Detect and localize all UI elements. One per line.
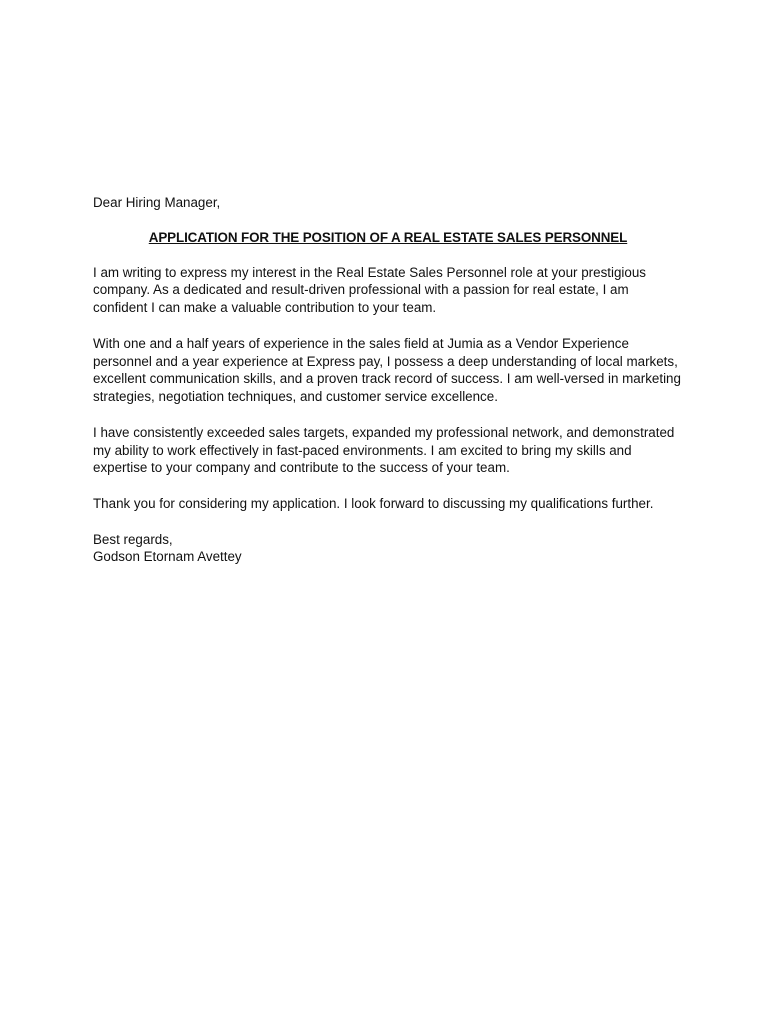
letter-body bbox=[93, 194, 683, 566]
closing: Best regards, bbox=[93, 531, 173, 547]
paragraph-experience: With one and a half years of experience in the sales field at Jumia as a Vendor Experience personnel and a year experience at Express pay, I possess a deep understanding of local markets, excellent communication skills, and a proven track record of success. I am well-versed in marketing strategies, negotiation techniques, and customer service excellence. bbox=[93, 335, 681, 405]
signature-name: Godson Etornam Avettey bbox=[93, 549, 242, 565]
paragraph-achievements: I have consistently exceeded sales targets, expanded my professional network, and demonstrated my ability to work effectively in fast-paced environments. I am excited to bring my skills and expertise to your company and contribute to the success of your team. bbox=[93, 424, 675, 476]
salutation: Dear Hiring Manager, bbox=[93, 195, 221, 210]
subject-heading: APPLICATION FOR THE POSITION OF A REAL ESTATE SALES PERSONNEL bbox=[148, 229, 628, 245]
paragraph-thanks: Thank you for considering my application. I look forward to discussing my qualifications further. bbox=[93, 495, 654, 511]
paragraph-interest: I am writing to express my interest in the Real Estate Sales Personnel role at your prestigious company. As a dedicated and result-driven professional with a passion for real estate, I am confident I can make a valuable contribution to your team. bbox=[93, 264, 646, 316]
